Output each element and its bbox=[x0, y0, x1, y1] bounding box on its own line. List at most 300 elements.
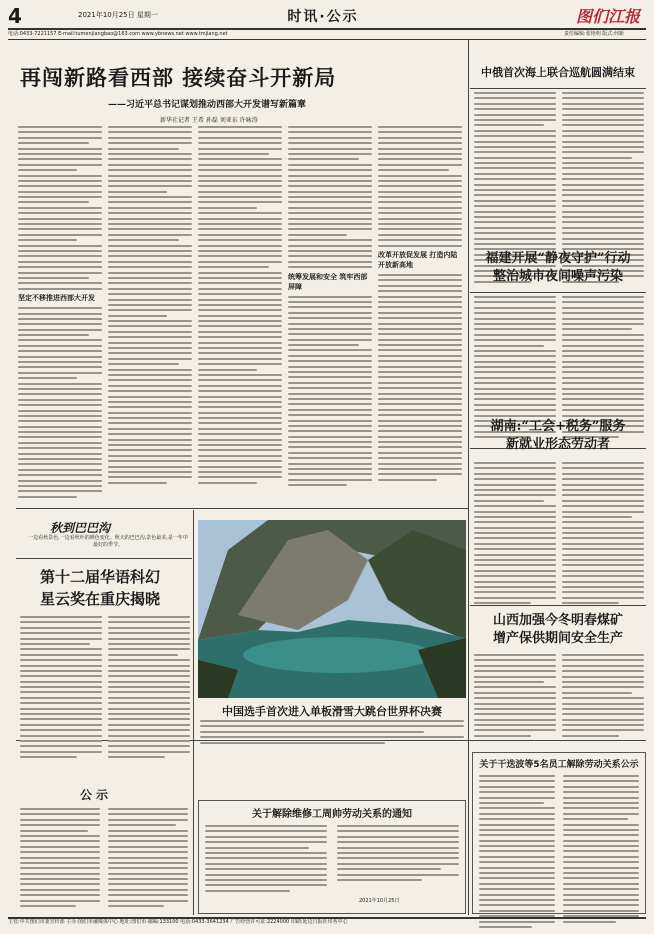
text-line bbox=[562, 345, 644, 347]
text-line bbox=[474, 328, 556, 330]
text-line bbox=[18, 282, 102, 284]
text-line bbox=[108, 428, 192, 430]
text-line bbox=[288, 317, 372, 319]
text-line bbox=[378, 328, 462, 330]
text-line bbox=[562, 243, 644, 245]
text-line bbox=[108, 131, 192, 133]
text-line bbox=[562, 296, 644, 298]
text-line bbox=[378, 393, 462, 395]
editor-info: 责任编辑:张艳明 版式:何新 bbox=[564, 31, 624, 37]
text-line bbox=[108, 180, 192, 182]
text-line bbox=[108, 471, 192, 473]
landscape-photo-icon bbox=[198, 520, 466, 698]
text-line bbox=[108, 905, 164, 907]
text-line bbox=[288, 218, 372, 220]
text-line bbox=[378, 306, 462, 308]
text-line bbox=[378, 349, 462, 351]
text-line bbox=[20, 830, 88, 832]
text-line bbox=[108, 735, 190, 737]
text-line bbox=[288, 414, 372, 416]
story-headline bbox=[20, 566, 180, 610]
text-line bbox=[198, 304, 282, 306]
headline-line: 山西加强今冬明春煤矿 bbox=[492, 613, 623, 628]
text-line bbox=[563, 840, 639, 842]
text-line bbox=[18, 218, 102, 220]
text-line bbox=[474, 708, 556, 710]
headline-line: 湖南:“工会+税务”服务 bbox=[490, 419, 626, 434]
text-line bbox=[20, 905, 76, 907]
text-line bbox=[474, 575, 556, 577]
text-line bbox=[108, 654, 178, 656]
text-line bbox=[198, 471, 282, 473]
text-line bbox=[378, 333, 462, 335]
text-line bbox=[205, 879, 327, 881]
text-line bbox=[288, 371, 372, 373]
text-line bbox=[108, 169, 192, 171]
text-line bbox=[20, 621, 102, 623]
text-line bbox=[474, 323, 556, 325]
text-line bbox=[108, 835, 188, 837]
text-line bbox=[562, 404, 644, 406]
text-line bbox=[479, 829, 555, 831]
text-line bbox=[18, 447, 102, 449]
text-line bbox=[474, 307, 556, 309]
text-line bbox=[18, 131, 102, 133]
text-line bbox=[337, 825, 459, 827]
notice-column bbox=[337, 825, 459, 884]
text-line bbox=[20, 835, 100, 837]
text-line bbox=[288, 312, 372, 314]
text-line bbox=[474, 467, 556, 469]
text-line bbox=[562, 564, 644, 566]
text-line bbox=[562, 108, 644, 110]
text-line bbox=[108, 857, 188, 859]
text-line bbox=[562, 301, 644, 303]
text-line bbox=[108, 894, 188, 896]
text-line bbox=[198, 126, 282, 128]
text-line bbox=[562, 409, 644, 411]
text-line bbox=[288, 131, 372, 133]
text-line bbox=[108, 482, 167, 484]
text-line bbox=[288, 425, 372, 427]
text-line bbox=[20, 819, 100, 821]
text-line bbox=[562, 665, 644, 667]
notice-title: 关于干迭波等5名员工解除劳动关系公示 bbox=[479, 760, 639, 770]
text-line bbox=[108, 417, 192, 419]
text-line bbox=[474, 141, 556, 143]
text-line bbox=[562, 114, 644, 116]
text-line bbox=[563, 899, 639, 901]
text-line bbox=[20, 670, 102, 672]
text-line bbox=[474, 686, 556, 688]
text-line bbox=[378, 366, 462, 368]
text-line bbox=[378, 223, 462, 225]
text-line bbox=[108, 207, 192, 209]
text-line bbox=[108, 846, 188, 848]
text-line bbox=[479, 813, 555, 815]
text-line bbox=[474, 238, 556, 240]
text-line bbox=[108, 299, 192, 301]
column-divider bbox=[193, 510, 194, 740]
text-line bbox=[337, 874, 459, 876]
section-divider bbox=[16, 558, 192, 559]
text-line bbox=[378, 285, 462, 287]
text-line bbox=[563, 818, 628, 820]
text-line bbox=[378, 446, 462, 448]
text-line bbox=[108, 137, 192, 139]
text-line bbox=[20, 878, 100, 880]
text-line bbox=[18, 185, 102, 187]
text-line bbox=[474, 697, 556, 699]
lead-subheadline: ——习近平总书记谋划推动西部大开发谱写新篇章 bbox=[108, 100, 307, 110]
text-line bbox=[474, 173, 556, 175]
text-line bbox=[562, 178, 644, 180]
text-line bbox=[474, 388, 556, 390]
text-line bbox=[198, 476, 282, 478]
headline-line: 星云奖在重庆揭晓 bbox=[39, 590, 160, 608]
text-line bbox=[378, 457, 462, 459]
story-column bbox=[474, 654, 556, 740]
text-line bbox=[108, 255, 192, 257]
text-line bbox=[288, 266, 372, 268]
text-line bbox=[562, 692, 632, 694]
text-line bbox=[474, 398, 556, 400]
text-line bbox=[20, 867, 100, 869]
text-line bbox=[474, 511, 556, 513]
text-line bbox=[108, 363, 179, 365]
text-line bbox=[108, 638, 190, 640]
text-line bbox=[108, 745, 190, 747]
text-line bbox=[479, 883, 555, 885]
text-line bbox=[108, 358, 192, 360]
text-line bbox=[562, 173, 644, 175]
text-line bbox=[562, 570, 644, 572]
text-line bbox=[474, 312, 556, 314]
text-line bbox=[563, 802, 639, 804]
text-line bbox=[288, 261, 372, 263]
text-line bbox=[20, 883, 100, 885]
text-line bbox=[474, 581, 556, 583]
text-line bbox=[198, 164, 282, 166]
text-line bbox=[479, 904, 555, 906]
text-line bbox=[474, 200, 556, 202]
text-line bbox=[378, 137, 462, 139]
text-line bbox=[18, 142, 89, 144]
text-line bbox=[200, 720, 464, 722]
text-line bbox=[563, 807, 639, 809]
text-line bbox=[18, 485, 102, 487]
text-line bbox=[288, 360, 372, 362]
text-line bbox=[562, 388, 644, 390]
text-line bbox=[479, 818, 555, 820]
text-line bbox=[200, 742, 385, 744]
story-column bbox=[562, 462, 644, 608]
text-line bbox=[288, 245, 372, 247]
text-line bbox=[378, 420, 462, 422]
text-line bbox=[563, 845, 639, 847]
text-line bbox=[198, 250, 282, 252]
text-line bbox=[563, 813, 639, 815]
text-line bbox=[562, 735, 619, 737]
text-line bbox=[198, 234, 282, 236]
text-line bbox=[337, 879, 422, 881]
text-line bbox=[108, 724, 190, 726]
story-column bbox=[20, 616, 102, 762]
text-line bbox=[20, 846, 100, 848]
section-title: 时讯·公示 bbox=[287, 9, 359, 25]
headline-line: 第十二届华语科幻 bbox=[39, 568, 160, 586]
page-number: 4 bbox=[8, 4, 22, 28]
text-line bbox=[205, 857, 327, 859]
text-line bbox=[18, 126, 102, 128]
text-line bbox=[108, 325, 192, 327]
lead-subhead: 统筹发展和安全 筑牢西部屏障 bbox=[288, 272, 368, 291]
text-line bbox=[108, 808, 188, 810]
lead-subhead: 坚定不移推进西部大开发 bbox=[18, 294, 95, 303]
text-line bbox=[563, 888, 639, 890]
text-line bbox=[474, 670, 556, 672]
text-line bbox=[18, 404, 102, 406]
text-line bbox=[378, 158, 462, 160]
text-line bbox=[18, 175, 102, 177]
text-line bbox=[474, 484, 556, 486]
text-line bbox=[198, 347, 282, 349]
text-line bbox=[562, 323, 644, 325]
text-line bbox=[474, 345, 544, 347]
text-line bbox=[20, 751, 102, 753]
text-line bbox=[563, 872, 639, 874]
text-line bbox=[479, 797, 555, 799]
text-line bbox=[20, 713, 102, 715]
text-line bbox=[18, 490, 102, 492]
text-line bbox=[288, 191, 372, 193]
text-line bbox=[18, 223, 102, 225]
text-line bbox=[108, 164, 192, 166]
text-line bbox=[378, 148, 462, 150]
contact-info: 电话:0433-7221157 E-mail:tumenjiangbao@163.com www.ybnews.net www.tmjiang.net bbox=[8, 31, 228, 37]
text-line bbox=[562, 708, 644, 710]
text-line bbox=[474, 724, 556, 726]
text-line bbox=[474, 393, 556, 395]
text-line bbox=[479, 786, 555, 788]
text-line bbox=[18, 436, 102, 438]
text-line bbox=[562, 729, 644, 731]
text-line bbox=[20, 616, 102, 618]
text-line bbox=[198, 245, 282, 247]
text-line bbox=[198, 390, 282, 392]
text-line bbox=[198, 449, 282, 451]
text-line bbox=[18, 323, 102, 325]
text-line bbox=[378, 245, 462, 247]
text-line bbox=[562, 221, 644, 223]
text-line bbox=[474, 189, 556, 191]
text-line bbox=[474, 301, 556, 303]
text-line bbox=[18, 266, 102, 268]
text-line bbox=[108, 740, 190, 742]
text-line bbox=[108, 320, 192, 322]
text-line bbox=[562, 602, 619, 604]
text-line bbox=[378, 228, 462, 230]
text-line bbox=[288, 153, 372, 155]
text-line bbox=[562, 157, 632, 159]
lead-column-3 bbox=[198, 126, 282, 487]
lead-column-1 bbox=[18, 126, 102, 501]
text-line bbox=[474, 409, 556, 411]
text-line bbox=[563, 850, 639, 852]
text-line bbox=[198, 331, 282, 333]
text-line bbox=[479, 856, 555, 858]
text-line bbox=[198, 369, 257, 371]
text-line bbox=[108, 616, 190, 618]
text-line bbox=[378, 360, 462, 362]
text-line bbox=[18, 377, 77, 379]
text-line bbox=[198, 406, 282, 408]
text-line bbox=[108, 201, 192, 203]
text-line bbox=[479, 872, 555, 874]
text-line bbox=[288, 228, 372, 230]
text-line bbox=[18, 426, 102, 428]
text-line bbox=[198, 379, 282, 381]
text-line bbox=[18, 339, 102, 341]
text-line bbox=[562, 307, 644, 309]
text-line bbox=[288, 250, 372, 252]
text-line bbox=[562, 697, 644, 699]
text-line bbox=[288, 398, 372, 400]
text-line bbox=[288, 355, 372, 357]
text-line bbox=[198, 288, 282, 290]
text-line bbox=[288, 296, 372, 298]
text-line bbox=[108, 369, 192, 371]
text-line bbox=[562, 516, 632, 518]
text-line bbox=[562, 124, 644, 126]
text-line bbox=[474, 735, 531, 737]
text-line bbox=[18, 201, 89, 203]
text-line bbox=[563, 797, 639, 799]
text-line bbox=[288, 468, 372, 470]
text-line bbox=[198, 158, 282, 160]
text-line bbox=[205, 890, 290, 892]
text-line bbox=[18, 431, 102, 433]
text-line bbox=[474, 681, 544, 683]
text-line bbox=[288, 446, 372, 448]
text-line bbox=[378, 479, 437, 481]
text-line bbox=[562, 97, 644, 99]
text-line bbox=[288, 387, 372, 389]
text-line bbox=[198, 185, 282, 187]
text-line bbox=[18, 277, 89, 279]
text-line bbox=[474, 692, 556, 694]
text-line bbox=[474, 521, 556, 523]
text-line bbox=[562, 205, 644, 207]
text-line bbox=[108, 851, 188, 853]
text-line bbox=[198, 218, 282, 220]
story-headline bbox=[472, 612, 644, 648]
text-line bbox=[563, 861, 639, 863]
text-line bbox=[18, 250, 102, 252]
text-line bbox=[562, 393, 644, 395]
lead-byline: 新华社记者 王希 孙磊 刘亚东 许咏涛 bbox=[160, 117, 258, 124]
text-line bbox=[108, 702, 190, 704]
text-line bbox=[198, 282, 282, 284]
text-line bbox=[108, 675, 190, 677]
text-line bbox=[288, 436, 372, 438]
text-line bbox=[378, 207, 462, 209]
text-line bbox=[108, 691, 190, 693]
text-line bbox=[562, 703, 644, 705]
text-line bbox=[378, 191, 462, 193]
text-line bbox=[378, 212, 462, 214]
text-line bbox=[474, 559, 556, 561]
text-line bbox=[562, 146, 644, 148]
text-line bbox=[562, 371, 644, 373]
text-line bbox=[562, 119, 644, 121]
text-line bbox=[18, 288, 102, 290]
text-line bbox=[378, 376, 462, 378]
text-line bbox=[108, 819, 188, 821]
text-line bbox=[108, 196, 192, 198]
text-line bbox=[288, 344, 359, 346]
text-line bbox=[198, 137, 282, 139]
text-line bbox=[288, 484, 347, 486]
text-line bbox=[378, 398, 462, 400]
text-line bbox=[474, 665, 556, 667]
text-line bbox=[474, 494, 556, 496]
story-column bbox=[562, 654, 644, 740]
text-line bbox=[288, 301, 372, 303]
text-line bbox=[337, 863, 459, 865]
text-line bbox=[378, 323, 462, 325]
text-line bbox=[288, 409, 372, 411]
text-line bbox=[20, 740, 102, 742]
text-line bbox=[474, 591, 556, 593]
text-line bbox=[18, 313, 102, 315]
text-line bbox=[562, 559, 644, 561]
text-line bbox=[474, 415, 556, 417]
text-line bbox=[108, 900, 188, 902]
text-line bbox=[479, 899, 555, 901]
text-line bbox=[108, 648, 190, 650]
column-divider bbox=[468, 40, 469, 740]
notice-box bbox=[472, 752, 646, 914]
notice-heading: 公示 bbox=[80, 788, 113, 802]
text-line bbox=[108, 439, 192, 441]
text-line bbox=[474, 355, 556, 357]
text-line bbox=[108, 218, 192, 220]
text-line bbox=[562, 200, 644, 202]
text-line bbox=[562, 162, 644, 164]
text-line bbox=[474, 124, 544, 126]
text-line bbox=[479, 775, 555, 777]
text-line bbox=[474, 366, 556, 368]
text-line bbox=[479, 850, 555, 852]
text-line bbox=[198, 412, 282, 414]
text-line bbox=[479, 824, 555, 826]
text-line bbox=[562, 334, 644, 336]
text-line bbox=[288, 306, 372, 308]
text-line bbox=[288, 479, 372, 481]
text-line bbox=[474, 194, 556, 196]
text-line bbox=[18, 453, 102, 455]
text-line bbox=[108, 385, 192, 387]
text-line bbox=[378, 339, 462, 341]
text-line bbox=[108, 250, 192, 252]
text-line bbox=[378, 473, 462, 475]
text-line bbox=[479, 802, 544, 804]
text-line bbox=[198, 293, 282, 295]
text-line bbox=[563, 894, 639, 896]
text-line bbox=[108, 148, 179, 150]
text-line bbox=[378, 153, 462, 155]
